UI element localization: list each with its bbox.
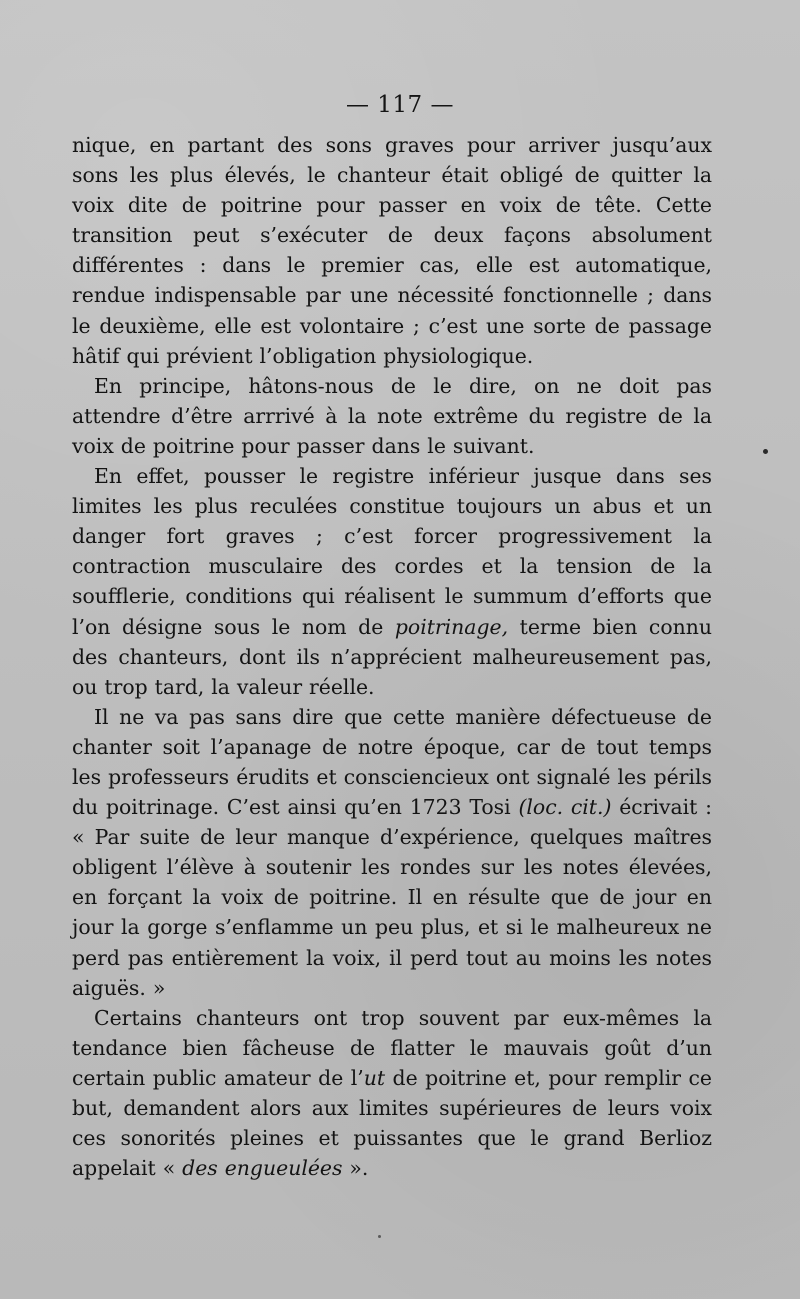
italic-term: ut <box>363 1065 386 1090</box>
paragraph <box>72 130 712 371</box>
paragraph <box>72 461 712 702</box>
paper-speck <box>763 449 768 454</box>
italic-quote: des engueulées <box>182 1156 343 1181</box>
italic-term: poitrinage, <box>394 614 509 639</box>
paragraph <box>72 1003 712 1184</box>
paragraph-text: En effet, pousser le registre inférieur jusque dans ses limites les plus reculées constitue toujours un abus et un danger fort graves ; c’est forcer progressivement la contraction musculaire des cordes et la tension de la soufflerie, conditions qui réalisent le summum d’efforts que l’on désigne sous le nom de <box>72 464 712 639</box>
paragraph <box>72 371 712 461</box>
paragraph-text: Certains chanteurs ont trop souvent par eux-mêmes la tendance bien fâcheuse de flatter le mauvais goût d’un certain public amateur de l’ <box>72 1005 712 1090</box>
paragraph-text: écrivait : « Par suite de leur manque d’expérience, quelques maîtres obligent l’élève à soutenir les rondes sur les notes élevées, en forçant la voix de poitrine. Il en résulte que de jour en jour la gorge s’enflamme un peu plus, et si le malheureux ne perd pas entièrement la voix, il perd tout au moins les notes aiguës. » <box>72 795 712 1000</box>
body-text <box>72 130 712 1183</box>
paper-speck <box>378 1235 381 1238</box>
paragraph-text: nique, en partant des sons graves pour arriver jusqu’aux sons les plus élevés, le chanteur était obligé de quitter la voix dite de poitrine pour passer en voix de tête. Cette transition peut s’exécuter de deux façons absolument différentes : dans le premier cas, elle est automatique, rendue indispensable par une nécessité fonctionnelle ; dans le deuxième, elle est volontaire ; c’est une sorte de passage hâtif qui prévient l’obligation physiologique. <box>72 133 712 368</box>
paragraph-text: ». <box>342 1156 369 1181</box>
italic-citation: (loc. cit.) <box>518 795 612 820</box>
paragraph-text: En principe, hâtons-nous de le dire, on ne doit pas attendre d’être arrrivé à la note extrême du registre de la voix de poitrine pour passer dans le suivant. <box>72 373 712 458</box>
paragraph-text: terme bien connu des chanteurs, dont ils n’apprécient malheureusement pas, ou trop tard, la valeur réelle. <box>72 614 712 699</box>
paragraph-text: de poitrine et, pour remplir ce but, demandent alors aux limites supérieures de leurs voix ces sonorités pleines et puissantes que le grand Berlioz appelait « <box>72 1065 712 1181</box>
page-number: — 117 — <box>345 92 455 118</box>
paragraph <box>72 702 712 1003</box>
paragraph-text: Il ne va pas sans dire que cette manière défectueuse de chanter soit l’apanage de notre époque, car de tout temps les professeurs érudits et consciencieux ont signalé les périls du poitrinage. C’est ainsi qu’en 1723 Tosi <box>72 704 712 820</box>
